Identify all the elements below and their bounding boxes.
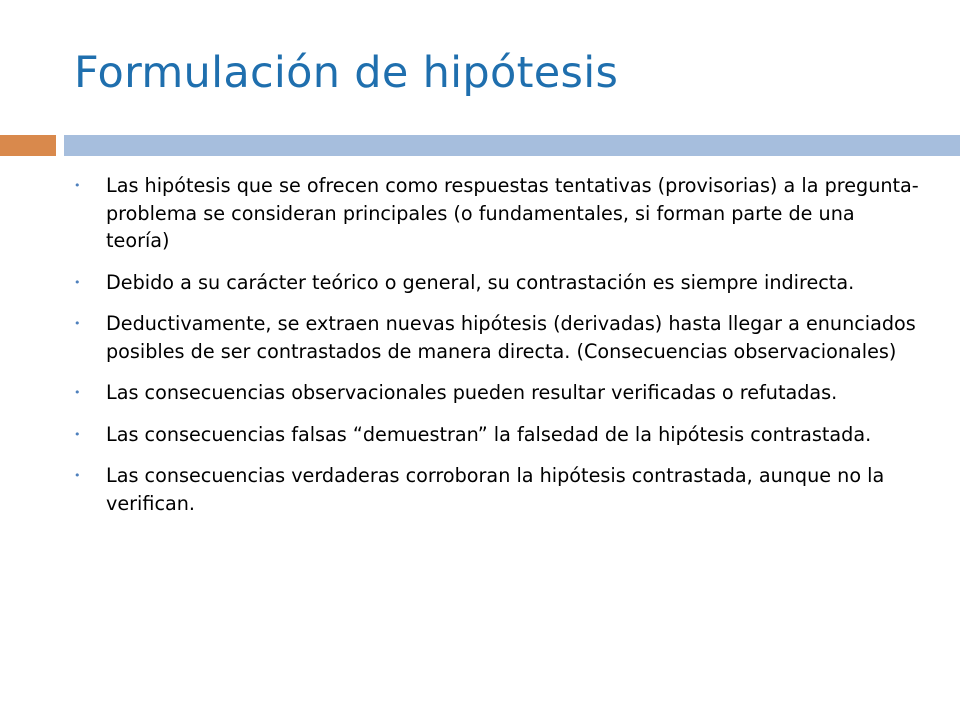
- bullet-item: [74, 462, 924, 517]
- bullet-item: [74, 421, 924, 449]
- title-divider: [0, 135, 960, 156]
- bullet-item: [74, 310, 924, 365]
- divider-accent-segment: [0, 135, 56, 156]
- bullet-item: [74, 379, 924, 407]
- bullet-text: Deductivamente, se extraen nuevas hipótesis (derivadas) hasta llegar a enunciados posibles de ser contrastados de manera directa. (Consecuencias observacionales): [106, 312, 916, 363]
- bullet-list: [74, 172, 924, 531]
- bullet-dot-icon: •: [74, 427, 81, 441]
- bullet-dot-icon: •: [74, 386, 81, 399]
- bullet-dot-icon: •: [74, 275, 81, 289]
- bullet-text: Las consecuencias observacionales pueden resultar verificadas o refutadas.: [106, 381, 838, 404]
- bullet-item: [74, 172, 924, 255]
- bullet-text: Debido a su carácter teórico o general, su contrastación es siempre indirecta.: [106, 270, 855, 294]
- bullet-dot-icon: •: [74, 317, 81, 330]
- bullet-text: Las hipótesis que se ofrecen como respuestas tentativas (provisorias) a la pregunta-problema se consideran principales (o fundamentales, si forman parte de una teoría): [106, 174, 919, 252]
- slide-title: Formulación de hipótesis: [74, 48, 619, 98]
- bullet-dot-icon: •: [74, 469, 81, 482]
- divider-bar-segment: [64, 135, 960, 156]
- bullet-dot-icon: •: [74, 179, 81, 192]
- bullet-text: Las consecuencias falsas “demuestran” la falsedad de la hipótesis contrastada.: [106, 422, 872, 446]
- bullet-item: [74, 269, 924, 297]
- bullet-text: Las consecuencias verdaderas corroboran la hipótesis contrastada, aunque no la verifican.: [106, 464, 885, 515]
